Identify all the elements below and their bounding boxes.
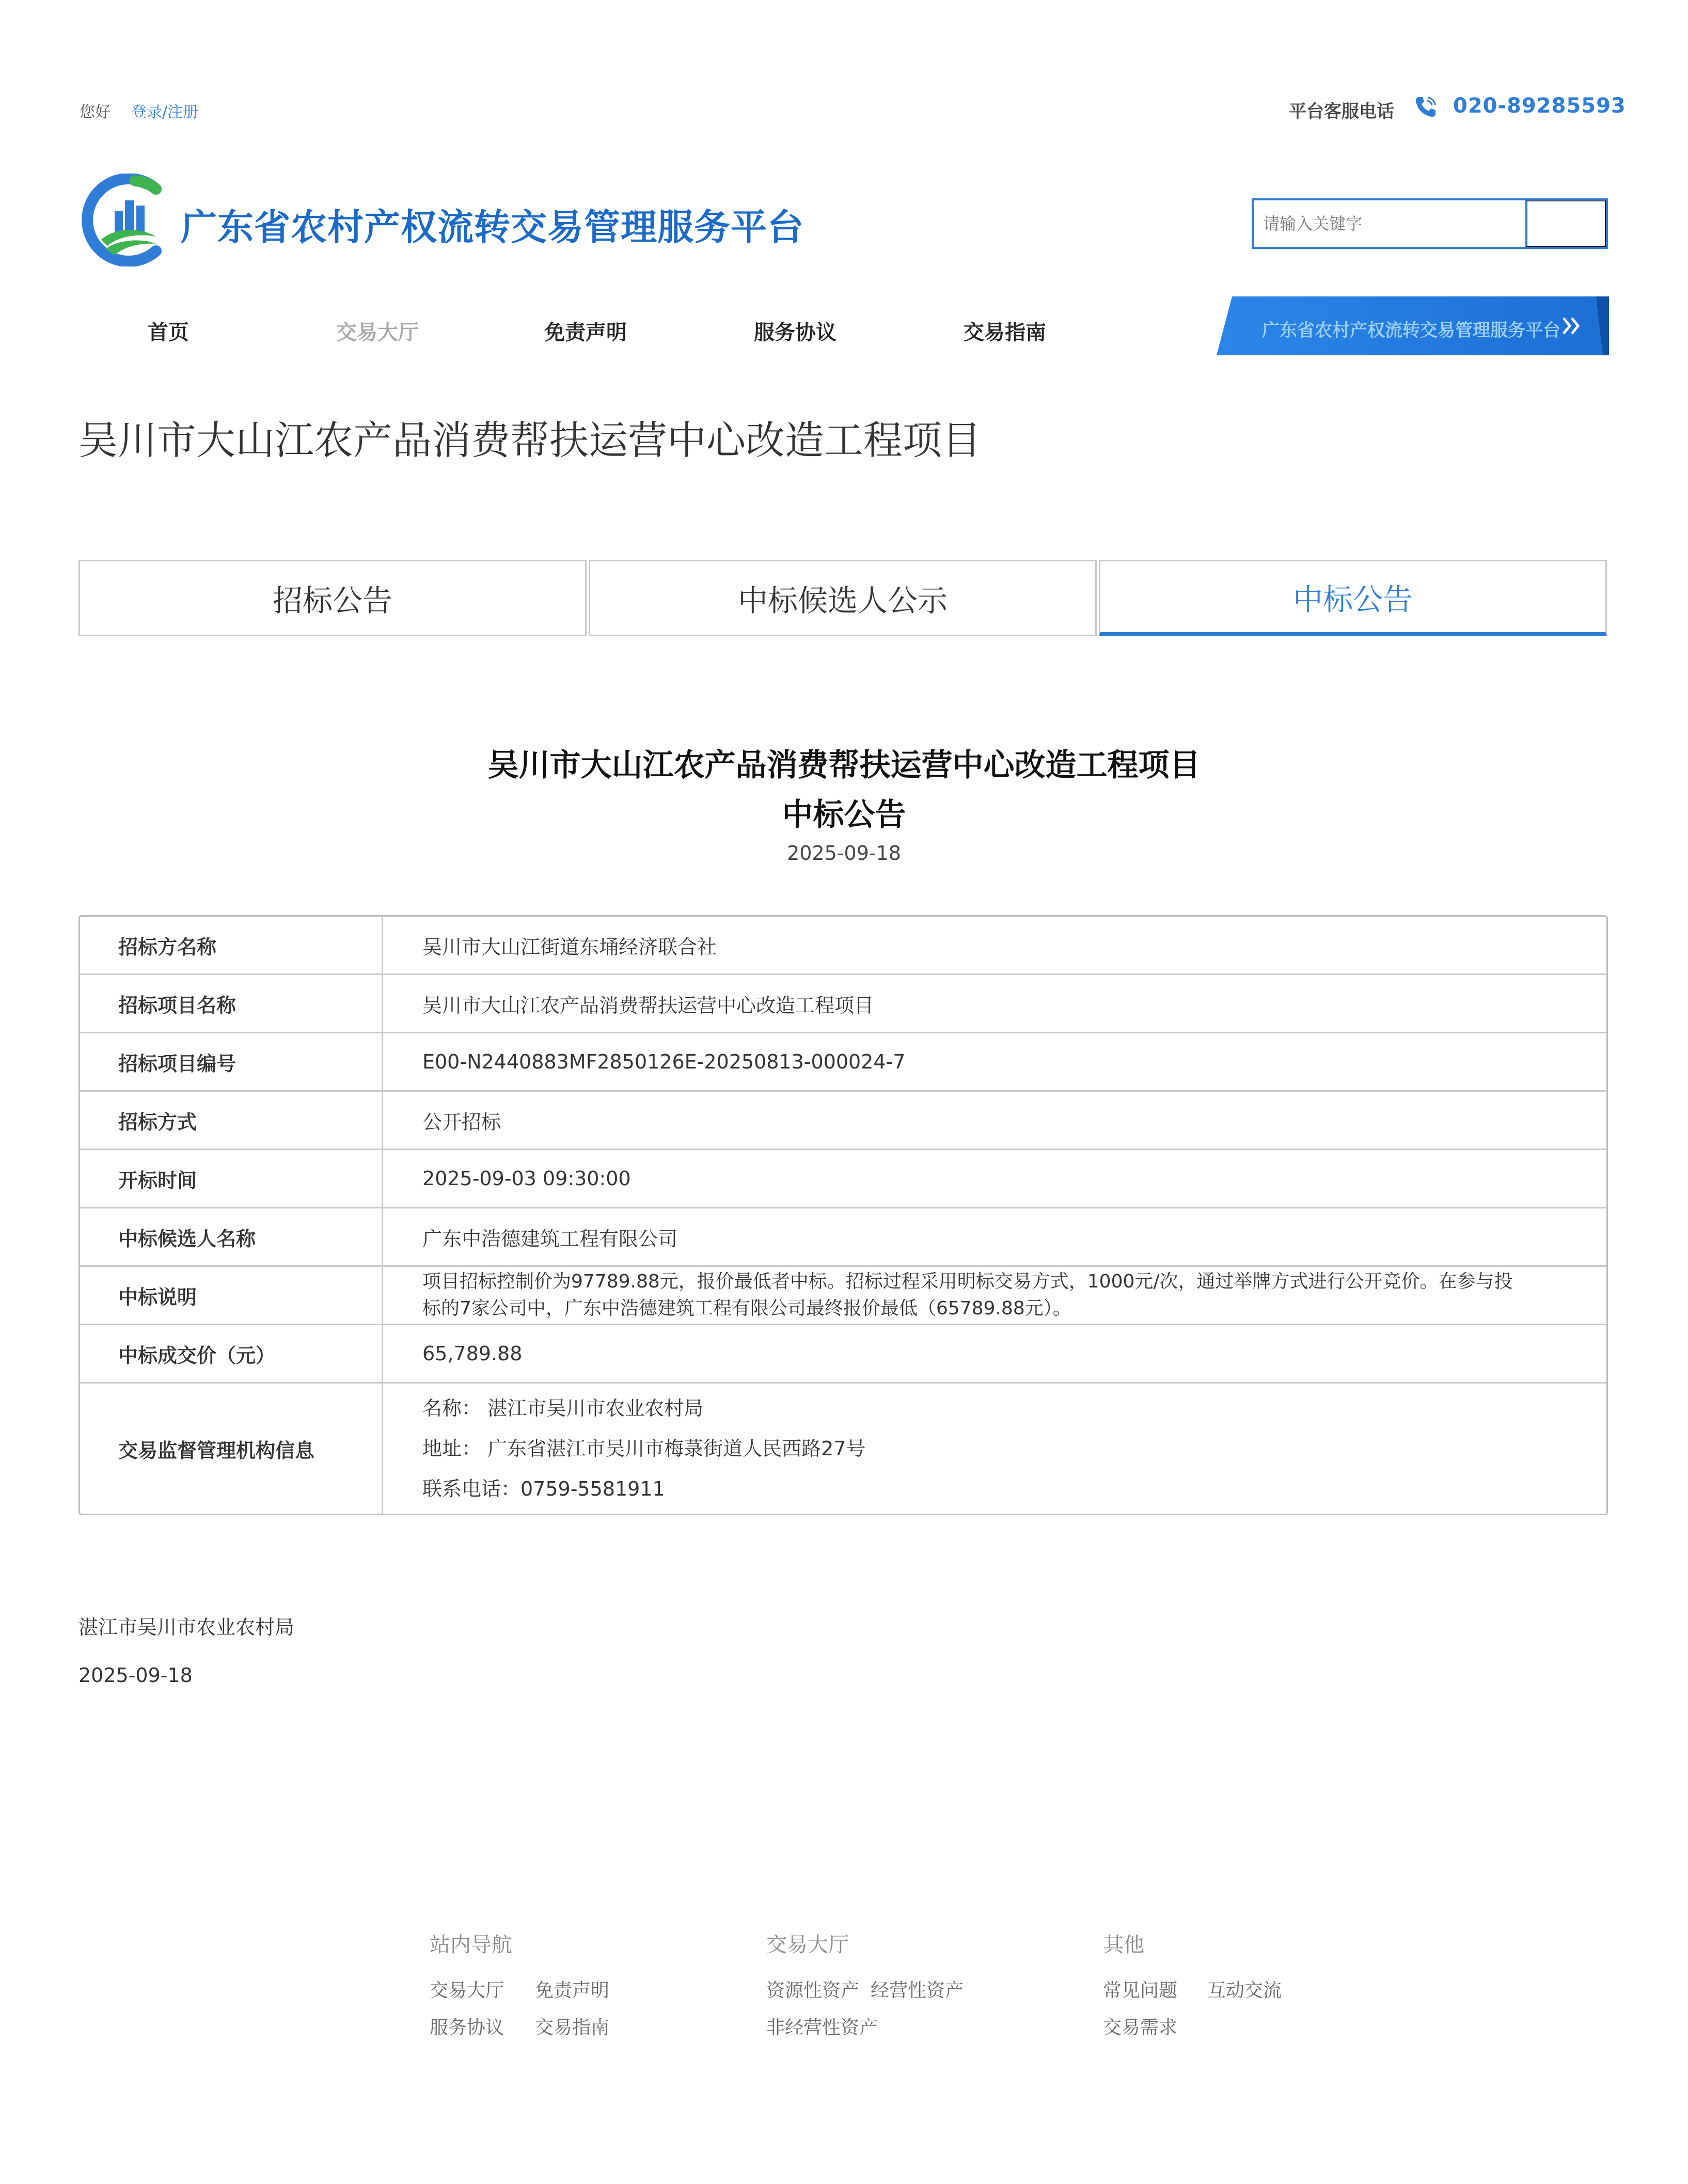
authority-phone: 联系电话：0759-5581911 — [422, 1478, 665, 1500]
row-value: 公开招标 — [422, 1110, 501, 1134]
table-row — [80, 1325, 1606, 1384]
table-row — [80, 1384, 1606, 1514]
row-value: E00-N2440883MF2850126E-20250813-000024-7 — [422, 1050, 906, 1073]
footer-link-service-agreement[interactable]: 服务协议 — [430, 2017, 504, 2038]
signature-org: 湛江市吴川市农业农村局 — [78, 1616, 295, 1639]
footer-heading-site-nav: 站内导航 — [430, 1933, 512, 1957]
footer-link-trading-hall[interactable]: 交易大厅 — [430, 1980, 504, 2001]
row-label: 招标方名称 — [80, 917, 383, 973]
search-button[interactable] — [1525, 200, 1606, 247]
row-value — [383, 1384, 1606, 1514]
footer-link-disclaimer[interactable]: 免责声明 — [535, 1980, 610, 2001]
search-box — [1252, 198, 1608, 249]
row-label: 中标说明 — [80, 1267, 383, 1324]
footer-link-resource-assets[interactable]: 资源性资产 — [766, 1980, 860, 2001]
tab-candidate-notice[interactable]: 中标候选人公示 — [589, 560, 1097, 636]
article-title: 吴川市大山江农产品消费帮扶运营中心改造工程项目 — [487, 747, 1201, 783]
table-row — [80, 975, 1606, 1033]
page-title: 吴川市大山江农产品消费帮扶运营中心改造工程项目 — [78, 417, 981, 463]
row-label: 交易监督管理机构信息 — [80, 1384, 383, 1514]
authority-name: 名称： 湛江市吴川市农业农村局 — [422, 1397, 704, 1420]
tab-award-notice[interactable]: 中标公告 — [1099, 560, 1607, 636]
footer-link-operating-assets[interactable]: 经营性资产 — [871, 1980, 964, 2001]
row-label: 招标项目名称 — [80, 975, 383, 1032]
table-row — [80, 1267, 1606, 1325]
footer-link-trading-guide[interactable]: 交易指南 — [535, 2017, 610, 2038]
table-row — [80, 917, 1606, 975]
platform-banner-label: 广东省农村产权流转交易管理服务平台 — [1262, 320, 1560, 341]
article-date: 2025-09-18 — [787, 842, 901, 865]
award-info-table — [78, 915, 1608, 1515]
row-value: 吴川市大山江农产品消费帮扶运营中心改造工程项目 — [422, 994, 874, 1017]
nav-disclaimer[interactable]: 免责声明 — [544, 321, 627, 344]
footer-link-interaction[interactable]: 互动交流 — [1207, 1980, 1282, 2001]
footer-link-non-operating-assets[interactable]: 非经营性资产 — [766, 2017, 878, 2038]
table-row — [80, 1150, 1606, 1208]
article-subtitle: 中标公告 — [782, 797, 906, 833]
footer-link-faq[interactable]: 常见问题 — [1103, 1980, 1178, 2001]
table-row — [80, 1208, 1606, 1267]
site-title: 广东省农村产权流转交易管理服务平台 — [181, 206, 804, 248]
nav-trading-guide[interactable]: 交易指南 — [964, 321, 1046, 344]
row-value — [383, 1267, 1606, 1324]
table-row — [80, 1033, 1606, 1092]
search-input[interactable] — [1254, 200, 1525, 247]
platform-logo-icon — [78, 174, 167, 266]
nav-trading-hall[interactable]: 交易大厅 — [336, 321, 419, 344]
login-register-link[interactable]: 登录/注册 — [131, 103, 199, 121]
nav-home[interactable]: 首页 — [148, 321, 189, 344]
row-value: 2025-09-03 09:30:00 — [422, 1167, 631, 1190]
row-label: 中标候选人名称 — [80, 1208, 383, 1265]
row-value: 吴川市大山江街道东埇经济联合社 — [422, 935, 717, 959]
hotline-number[interactable]: 020-89285593 — [1453, 94, 1626, 118]
greeting-text: 您好 — [80, 103, 111, 121]
footer-heading-trading-hall: 交易大厅 — [766, 1933, 849, 1957]
tab-tender-notice[interactable]: 招标公告 — [78, 560, 587, 636]
footer-heading-other: 其他 — [1103, 1933, 1144, 1957]
row-label: 中标成交价（元） — [80, 1325, 383, 1382]
phone-icon — [1413, 94, 1439, 120]
row-value: 广东中浩德建筑工程有限公司 — [422, 1227, 678, 1250]
hotline-label: 平台客服电话 — [1289, 101, 1394, 122]
signature-date: 2025-09-18 — [78, 1664, 193, 1687]
footer-link-trading-demand[interactable]: 交易需求 — [1103, 2017, 1178, 2038]
award-description-line: 项目招标控制价为97789.88元，报价最低者中标。招标过程采用明标交易方式，1000元/次，通过举牌方式进行公开竞价。在参与投 — [422, 1271, 1513, 1292]
table-row — [80, 1092, 1606, 1150]
row-label: 招标方式 — [80, 1092, 383, 1149]
row-value: 65,789.88 — [422, 1342, 523, 1365]
row-label: 开标时间 — [80, 1150, 383, 1207]
row-label: 招标项目编号 — [80, 1033, 383, 1090]
nav-service-agreement[interactable]: 服务协议 — [754, 321, 837, 344]
authority-address: 地址： 广东省湛江市吴川市梅菉街道人民西路27号 — [422, 1437, 866, 1460]
award-description-line: 标的7家公司中，广东中浩德建筑工程有限公司最终报价最低（65789.88元）。 — [422, 1298, 1071, 1319]
